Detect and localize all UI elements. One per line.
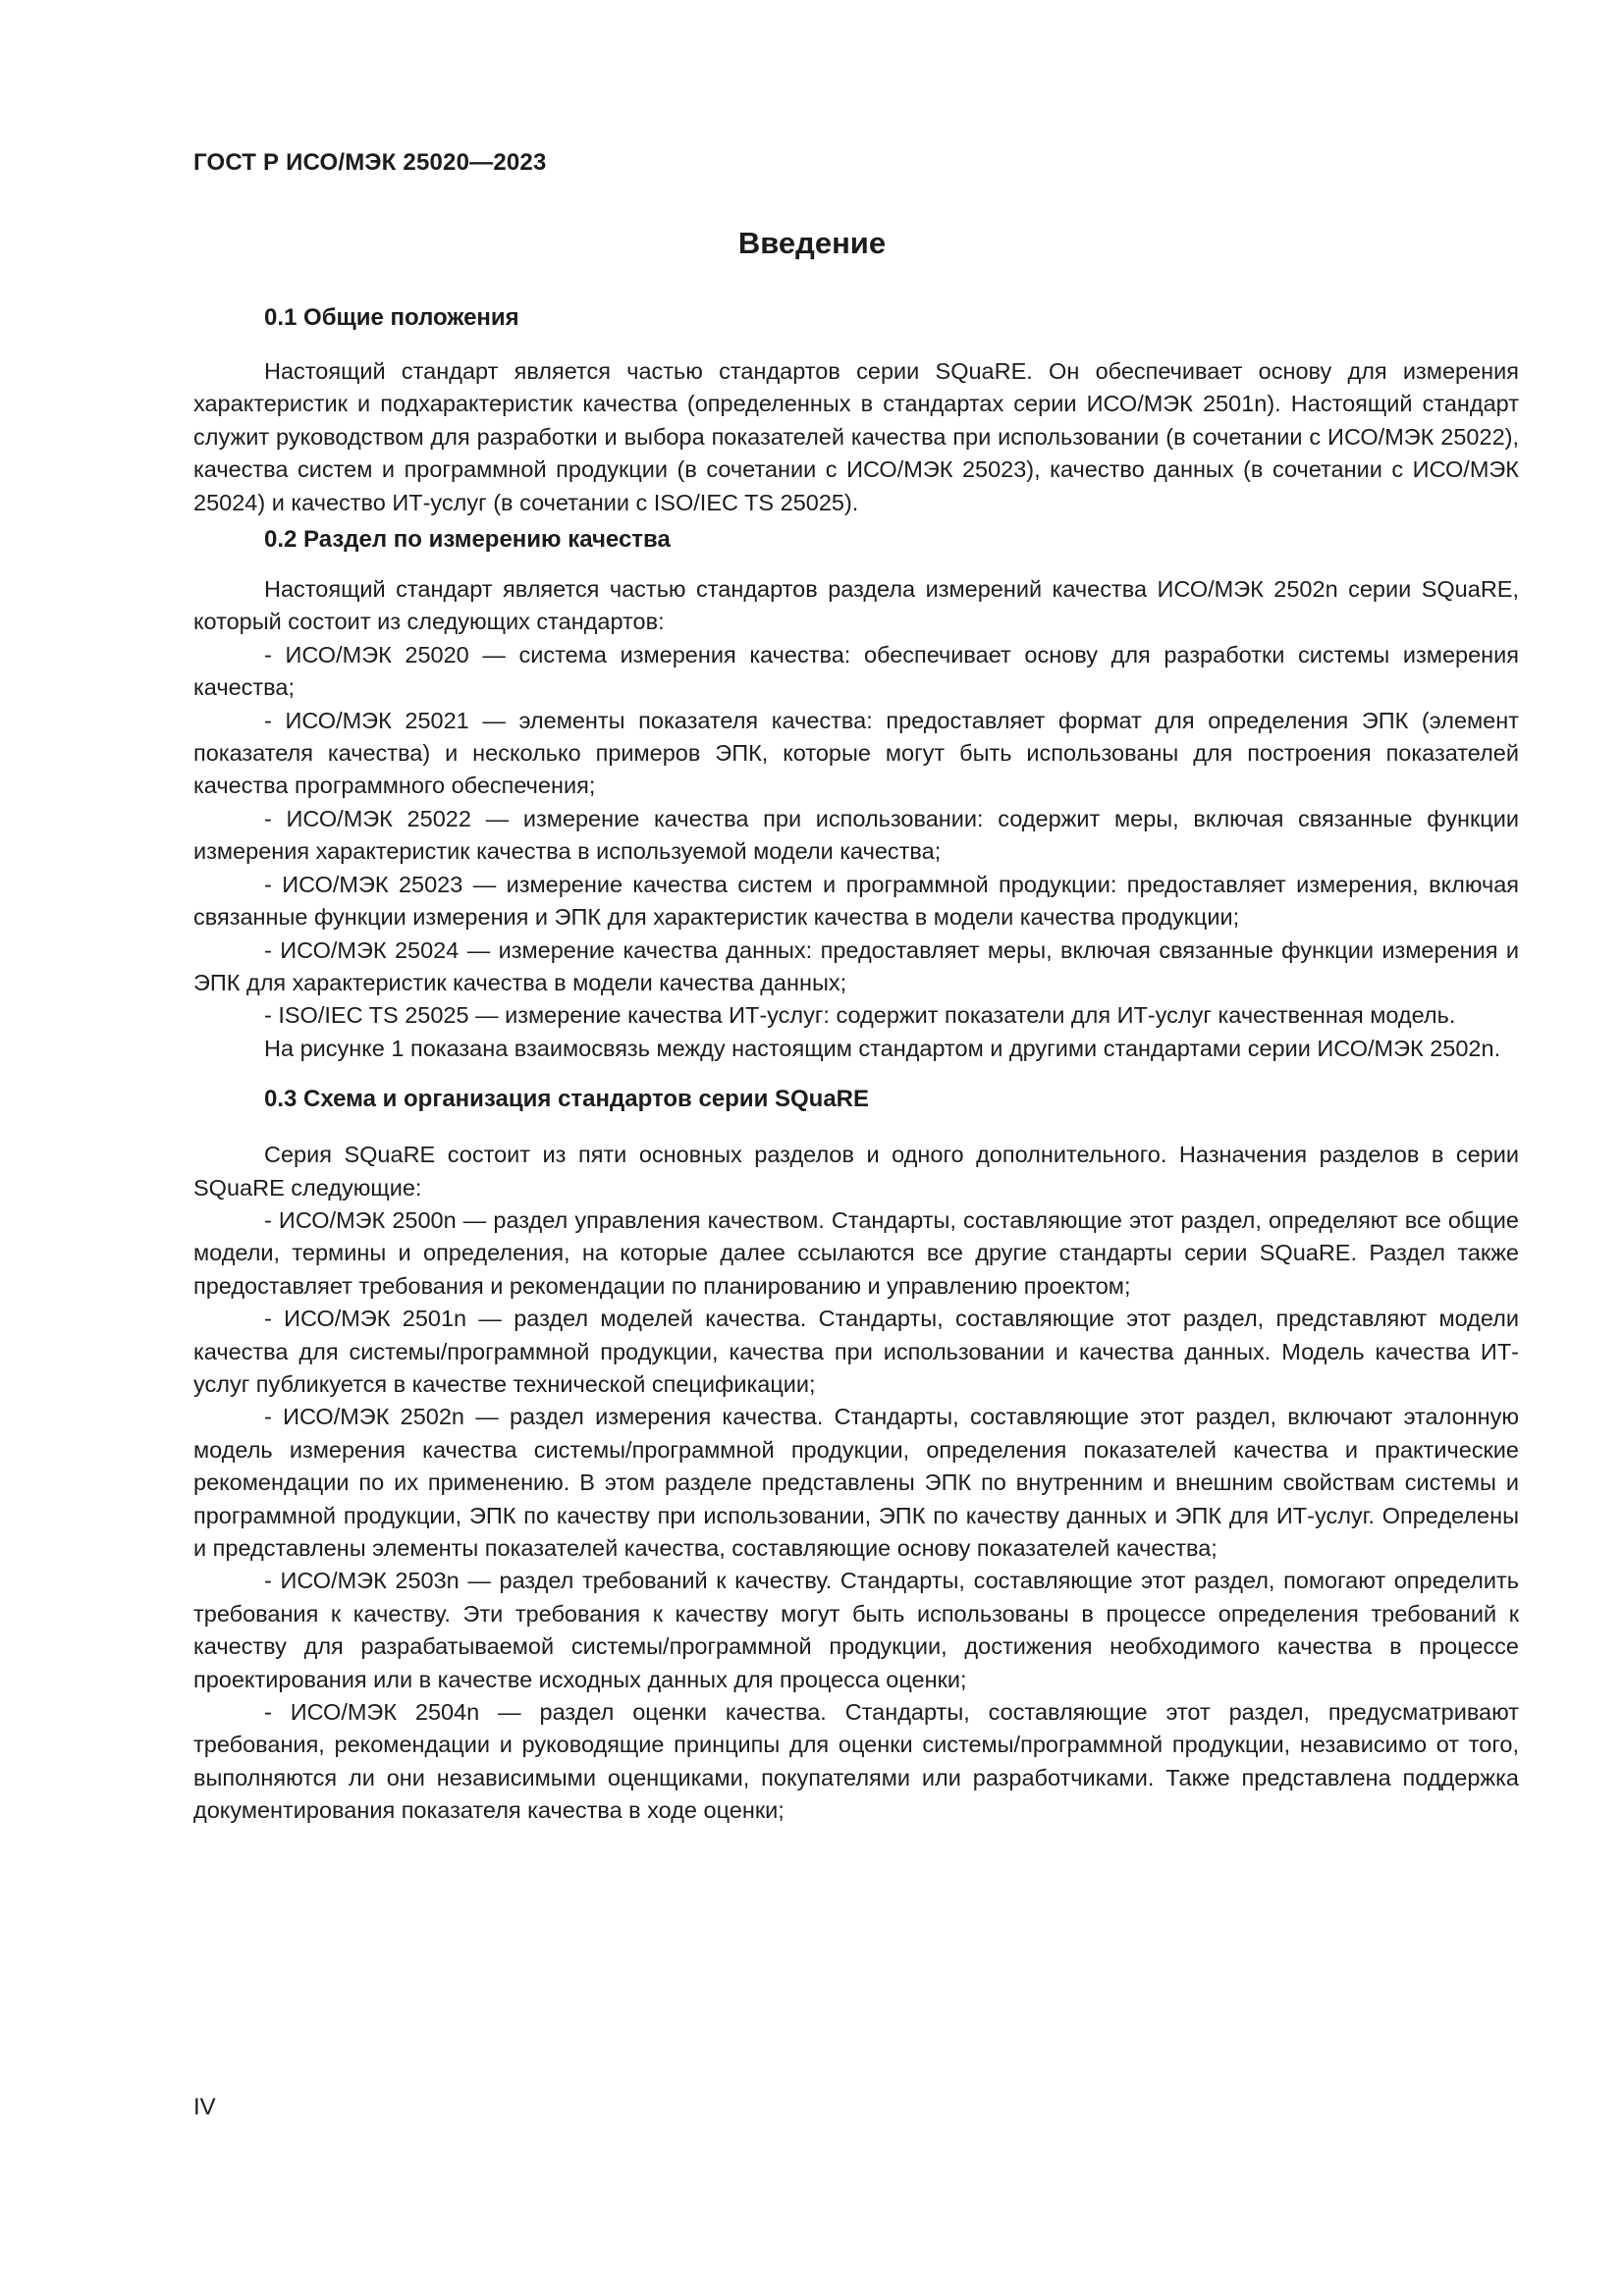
list-item: - ИСО/МЭК 2504n — раздел оценки качества. Стандарты, составляющие этот раздел, предусматривают требования, рекомендации и руководящие принципы для оценки системы/программной продукции, независимо от того, выполняются ли они независимыми оценщиками, покупателями или разработчиками. Также представлена поддержка документирования показателя качества в ходе оценки; [193, 1699, 1519, 1824]
section-heading-0-1: 0.1 Общие положения [264, 304, 519, 331]
document-header-id: ГОСТ Р ИСО/МЭК 25020—2023 [193, 149, 547, 176]
document-body [193, 301, 1519, 1828]
list-item: - ИСО/МЭК 25021 — элементы показателя качества: предоставляет формат для определения ЭПК (элемент показателя качества) и несколько примеров ЭПК, которые могут быть использованы для построения показателей качества программного обеспечения; [193, 707, 1519, 799]
paragraph: Серия SQuaRE состоит из пяти основных разделов и одного дополнительного. Назначения разделов в серии SQuaRE следующие: [193, 1142, 1519, 1201]
paragraph: На рисунке 1 показана взаимосвязь между настоящим стандартом и другими стандартами серии ИСО/МЭК 2502n. [264, 1035, 1501, 1061]
list-item: - ИСО/МЭК 2501n — раздел моделей качества. Стандарты, составляющие этот раздел, представляют модели качества для системы/программной продукции, качества при использовании и качества данных. Модель качества ИТ-услуг публикуется в качестве технической спецификации; [193, 1306, 1519, 1397]
section-0-1-body [193, 355, 1519, 519]
paragraph: Настоящий стандарт является частью стандартов серии SQuaRE. Он обеспечивает основу для измерения характеристик и подхарактеристик качества (определенных в стандартах серии ИСО/МЭК 2501n). Настоящий стандарт служит руководством для разработки и выбора показателей качества при использовании (в сочетании с ИСО/МЭК 25022), качества систем и программной продукции (в сочетании с ИСО/МЭК 25023), качество данных (в сочетании с ИСО/МЭК 25024) и качество ИТ-услуг (в сочетании с ISO/IEC TS 25025). [193, 358, 1519, 515]
page-title: Введение [737, 226, 887, 260]
section-0-2-body [193, 573, 1519, 1065]
list-item: - ИСО/МЭК 25020 — система измерения качества: обеспечивает основу для разработки системы измерения качества; [193, 641, 1519, 701]
list-item: - ИСО/МЭК 2503n — раздел требований к качеству. Стандарты, составляющие этот раздел, помогают определить требования к качеству. Эти требования к качеству могут быть использованы в процессе определения требований к качеству для разрабатываемой системы/программной продукции, достижения необходимого качества в процессе проектирования или в качестве исходных данных для процесса оценки; [193, 1568, 1519, 1692]
paragraph: Настоящий стандарт является частью стандартов раздела измерений качества ИСО/МЭК 2502n серии SQuaRE, который состоит из следующих стандартов: [193, 576, 1519, 635]
list-item: - ИСО/МЭК 2500n — раздел управления качеством. Стандарты, составляющие этот раздел, определяют все общие модели, термины и определения, на которые далее ссылаются все другие стандарты серии SQuaRE. Раздел также предоставляет требования и рекомендации по планированию и управлению проектом; [193, 1206, 1519, 1299]
section-0-3-body [193, 1139, 1519, 1828]
section-heading-0-3: 0.3 Схема и организация стандартов серии SQuaRE [264, 1086, 870, 1113]
list-item: - ИСО/МЭК 25023 — измерение качества систем и программной продукции: предоставляет измерения, включая связанные функции измерения и ЭПК для характеристик качества в модели качества продукции; [193, 871, 1519, 931]
page-number: IV [193, 2094, 216, 2120]
list-item: - ИСО/МЭК 2502n — раздел измерения качества. Стандарты, составляющие этот раздел, включают эталонную модель измерения качества системы/программной продукции, определения показателей качества и практические рекомендации по их применению. В этом разделе представлены ЭПК по внутренним и внешним свойствам системы и программной продукции, ЭПК по качеству при использовании, ЭПК по качеству данных и ЭПК для ИТ-услуг. Определены и представлены элементы показателей качества, составляющие основу показателей качества; [193, 1404, 1519, 1561]
list-item: - ИСО/МЭК 25022 — измерение качества при использовании: содержит меры, включая связанные функции измерения характеристик качества в используемой модели качества; [193, 805, 1519, 865]
list-item: - ИСО/МЭК 25024 — измерение качества данных: предоставляет меры, включая связанные функции измерения и ЭПК для характеристик качества в модели качества данных; [193, 936, 1519, 995]
list-item: - ISO/IEC TS 25025 — измерение качества ИТ-услуг: содержит показатели для ИТ-услуг качественная модель. [264, 1002, 1456, 1029]
section-heading-0-2: 0.2 Раздел по измерению качества [264, 526, 671, 554]
